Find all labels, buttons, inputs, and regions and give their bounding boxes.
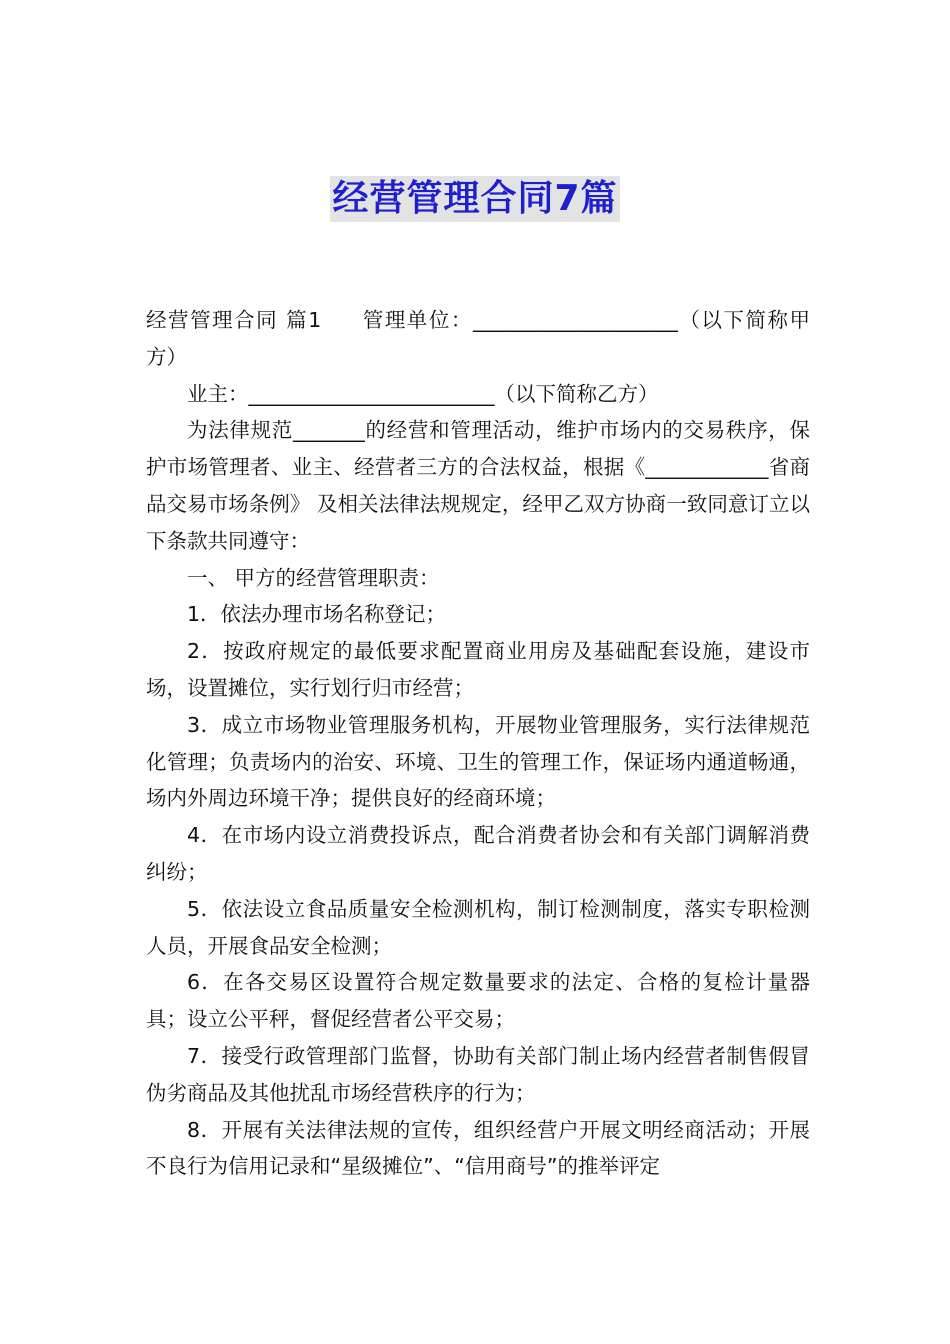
paragraph-item-6: 6．在各交易区设置符合规定数量要求的法定、合格的复检计量器具；设立公平秤，督促经营者公平交易； [146, 970, 810, 1032]
document-body [146, 302, 810, 1185]
paragraph-owner: 业主：________________________（以下简称乙方） [187, 381, 659, 406]
document-title: 经营管理合同7篇 [330, 176, 619, 222]
paragraph-item-2: 2．按政府规定的最低要求配置商业用房及基础配套设施，建设市场，设置摊位，实行划行归市经营； [146, 639, 810, 700]
contract-section-label: 经营管理合同 篇1 [146, 308, 322, 332]
paragraph-section-heading: 一、 甲方的经营管理职责： [187, 565, 440, 590]
paragraph-item-8: 8．开展有关法律法规的宣传，组织经营户开展文明经商活动；开展不良行为信用记录和“星级摊位”、“信用商号”的推举评定 [146, 1117, 810, 1179]
paragraph-contract-heading [146, 302, 810, 376]
paragraph-item-3: 3．成立市场物业管理服务机构，开展物业管理服务，实行法律规范化管理；负责场内的治安、环境、卫生的管理工作，保证场内通道畅通，场内外周边环境干净；提供良好的经商环境； [146, 712, 810, 811]
paragraph-item-4: 4．在市场内设立消费投诉点，配合消费者协会和有关部门调解消费纠纷； [146, 823, 810, 884]
management-unit-line: 管理单位：____________________（以下简称甲方） [146, 308, 810, 369]
paragraph-item-5: 5．依法设立食品质量安全检测机构，制订检测制度，落实专职检测人员，开展食品安全检测； [146, 896, 810, 958]
title-container [0, 176, 950, 222]
paragraph-item-7: 7．接受行政管理部门监督，协助有关部门制止场内经营者制售假冒伪劣商品及其他扰乱市场经营秩序的行为； [146, 1043, 810, 1105]
paragraph-preamble: 为法律规范_______的经营和管理活动，维护市场内的交易秩序，保护市场管理者、业主、经营者三方的合法权益，根据《____________省商品交易市场条例》 及相关法律法规规定，经甲乙双方协商一致同意订立以下条款共同遵守： [146, 418, 810, 553]
paragraph-item-1: 1．依法办理市场名称登记； [187, 602, 447, 627]
